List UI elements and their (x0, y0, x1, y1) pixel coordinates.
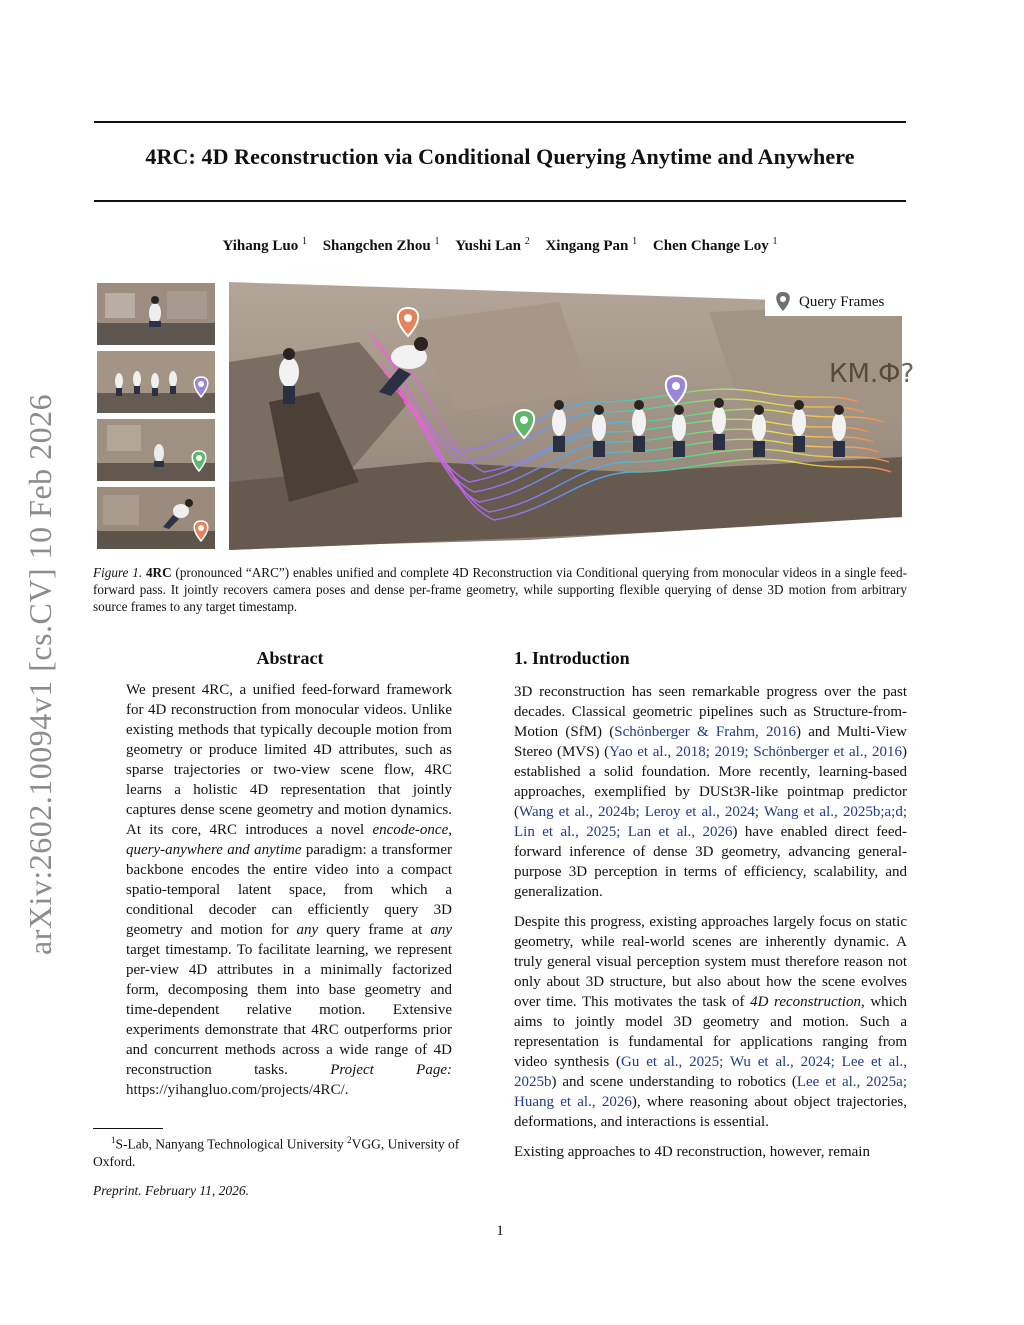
wall-graffiti: КМ.Ф? (829, 359, 915, 389)
author-3: Yushi Lan $^2$ (455, 236, 530, 254)
citation-link[interactable]: Schönberger & Frahm, 2016 (614, 724, 796, 740)
affiliation-footnote: $^1$S-Lab, Nanyang Technological University $^2$VGG, University of Oxford. (93, 1135, 460, 1169)
title-top-rule (94, 121, 906, 123)
caption-label: Figure 1. (93, 565, 143, 580)
figure-main-reconstruction (229, 282, 915, 550)
citation-link[interactable]: Yao et al., 2018; 2019; Schönberger et al., 2016 (609, 744, 902, 760)
arxiv-identifier: arXiv:2602.10094v1 [cs.CV] 10 Feb 2026 (22, 393, 58, 955)
introduction-heading: 1. Introduction (514, 648, 630, 668)
figure-caption (93, 564, 907, 615)
project-page-link[interactable]: https://yihangluo.com/projects/4RC/ (126, 1082, 345, 1098)
legend-label: Query Frames (799, 294, 885, 310)
author-4: Xingang Pan $^1$ (545, 236, 638, 254)
figure-thumbnail-1 (96, 282, 216, 346)
citation-link[interactable]: Gu et al., 2025; Wu et al., 2024; Lee et al., 2025b (514, 1054, 907, 1090)
intro-paragraph-3: Existing approaches to 4D reconstruction, however, remain (514, 1144, 870, 1160)
title-bottom-rule (94, 200, 906, 202)
paper-title: 4RC: 4D Reconstruction via Conditional Querying Anytime and Anywhere (145, 144, 855, 169)
page-number: 1 (496, 1223, 504, 1239)
figure-thumbnail-2 (96, 350, 216, 414)
footnote-rule (93, 1128, 163, 1129)
preprint-notice: Preprint. February 11, 2026. (93, 1183, 249, 1198)
abstract-body: We present 4RC, a unified feed-forward framework for 4D reconstruction from monocular videos. Unlike existing methods that typically decouple motion from geometry or produce limited 4D attributes, such as sparse trajectories or two-view scene flow, 4RC learns a holistic 4D representation that jointly captures dense scene geometry and motion dynamics. At its core, 4RC introduces a novel encode-once, query-anywhere and anytime paradigm: a transformer backbone encodes the entire video into a compact spatio-temporal latent space, from which a conditional decoder can efficiently query 3D geometry and motion for any query frame at any target timestamp. To facilitate learning, we represent per-view 4D attributes in a minimally factorized form, decomposing them into base geometry and time-dependent relative motion. Extensive experiments demonstrate that 4RC outperforms prior and concurrent methods across a wide range of 4D reconstruction tasks. Project Page: https://yihangluo.com/projects/4RC/. (126, 682, 452, 1098)
author-list (94, 236, 906, 255)
intro-paragraph-2: Despite this progress, existing approaches largely focus on static geometry, while real-world scenes are inherently dynamic. A truly general visual perception system must therefore reason not only about 3D structure, but also about how the scene evolves over time. This motivates the task of 4D reconstruction, which aims to jointly model 3D geometry and motion. Such a representation is fundamental for applications ranging from video synthesis (Gu et al., 2025; Wu et al., 2024; Lee et al., 2025b) and scene understanding to robotics (Lee et al., 2025a; Huang et al., 2026), where reasoning about object trajectories, deformations, and interactions is essential. (514, 914, 908, 1130)
author-5: Chen Change Loy $^1$ (652, 236, 778, 254)
citation-link[interactable]: Lee et al., 2025a; Huang et al., 2026 (514, 1074, 907, 1110)
author-1: Yihang Luo $^1$ (222, 236, 307, 254)
figure-thumbnail-4 (96, 486, 216, 550)
abstract-heading: Abstract (256, 648, 324, 668)
author-2: Shangchen Zhou $^1$ (322, 236, 440, 254)
intro-paragraph-1: 3D reconstruction has seen remarkable progress over the past decades. Classical geometric pipelines such as Structure-from-Motion (SfM) (Schönberger & Frahm, 2016) and Multi-View Stereo (MVS) (Yao et al., 2018; 2019; Schönberger et al., 2016) established a solid foundation. More recently, learning-based approaches, exemplified by DUSt3R-like pointmap predictor (Wang et al., 2024b; Leroy et al., 2024; Wang et al., 2025b;a;d; Lin et al., 2025; Lan et al., 2026) have enabled direct feed-forward inference of dense 3D geometry, advancing general-purpose 3D perception in terms of efficiency, scalability, and generalization. (514, 684, 907, 900)
figure-thumbnail-3 (96, 418, 216, 482)
caption-bold: 4RC (145, 565, 172, 580)
introduction-body (514, 682, 907, 1162)
citation-link[interactable]: Wang et al., 2024b; Leroy et al., 2024; Wang et al., 2025b;a;d; Lin et al., 2025; Lan et al., 2026 (514, 804, 907, 840)
caption-text: (pronounced “ARC”) enables unified and complete 4D Reconstruction via Conditional querying from monocular videos in a single feed-forward pass. It jointly recovers camera poses and dense per-frame geometry, while supporting flexible querying of dense 3D motion from arbitrary source frames to any target timestamp. (93, 565, 907, 614)
